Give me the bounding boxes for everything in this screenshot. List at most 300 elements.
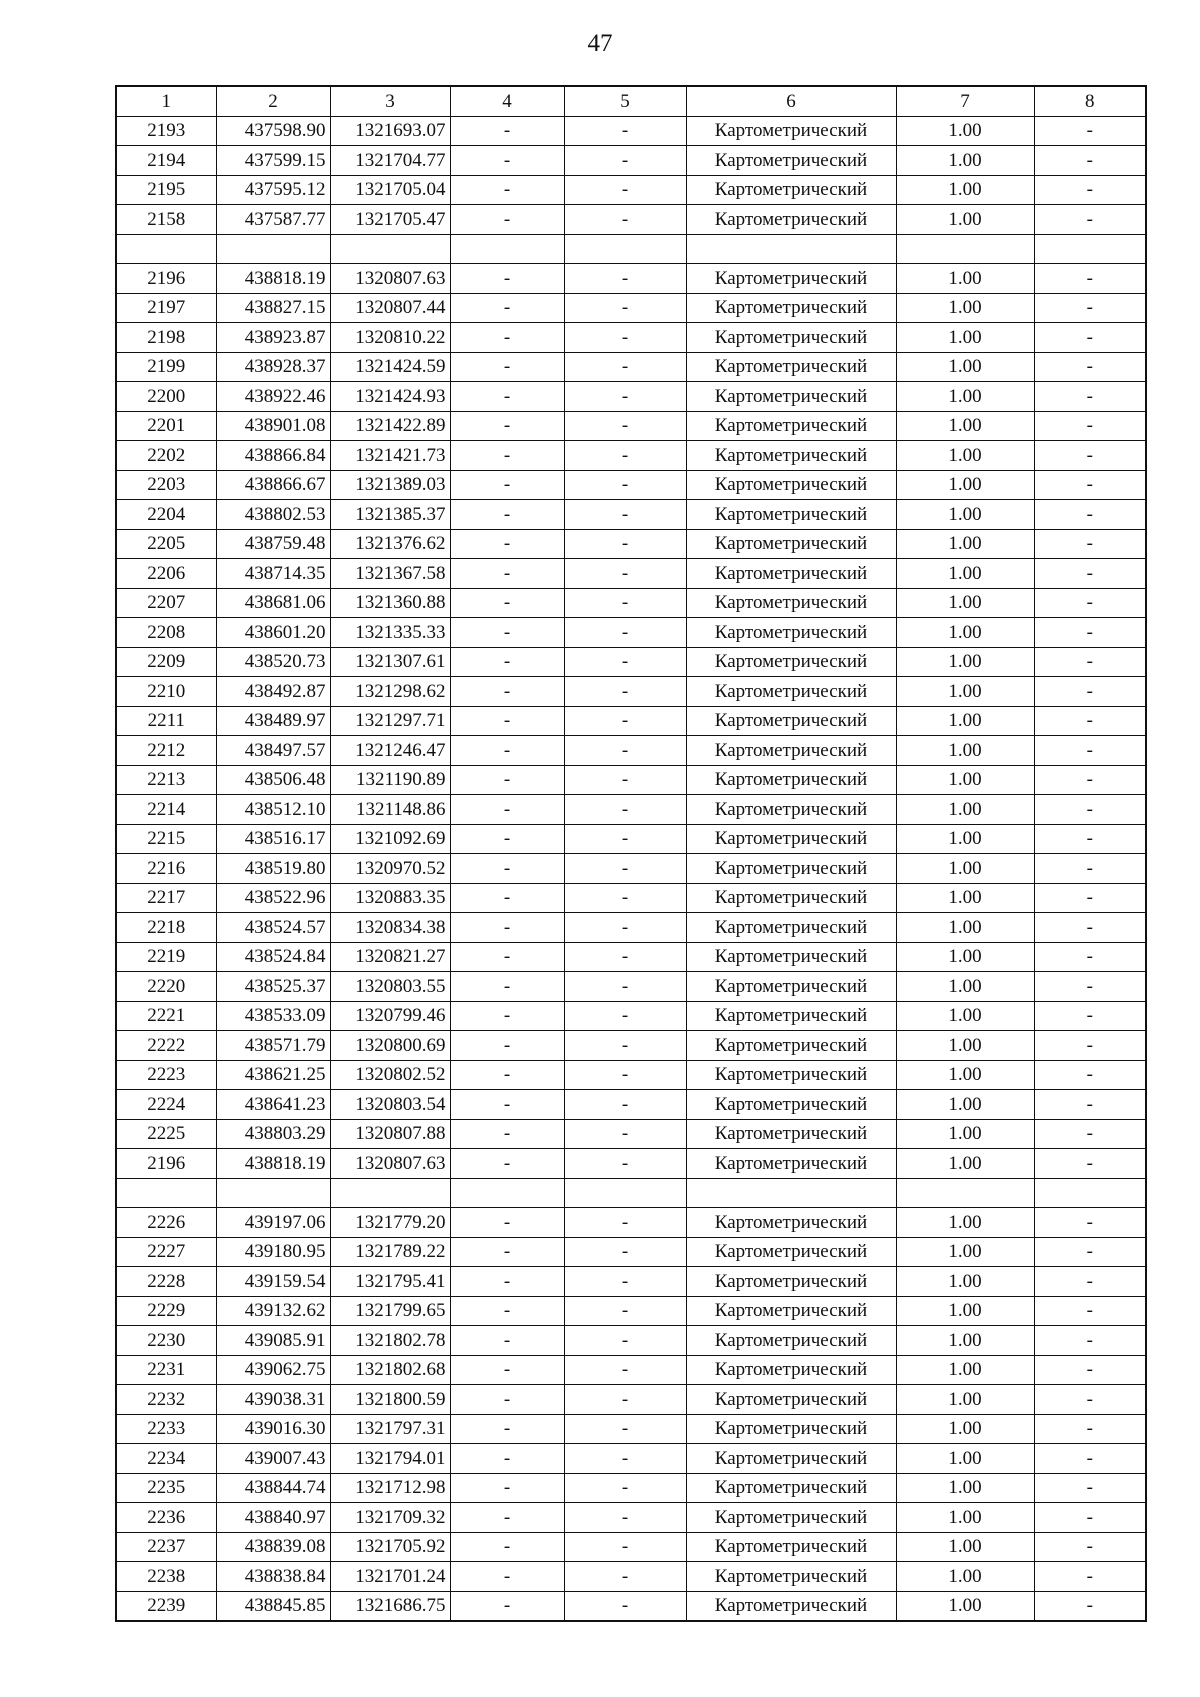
table-row: [116, 411, 1146, 441]
table-cell: -: [450, 647, 564, 677]
table-row: [116, 1090, 1146, 1120]
table-cell: 438533.09: [216, 1001, 330, 1031]
table-cell: -: [1034, 1060, 1146, 1090]
table-cell: 437587.77: [216, 205, 330, 235]
table-cell: 1.00: [896, 588, 1034, 618]
table-cell: 1.00: [896, 1001, 1034, 1031]
table-cell: -: [564, 411, 686, 441]
table-cell: 2216: [116, 854, 216, 884]
table-cell: 437598.90: [216, 116, 330, 146]
table-cell: 1321779.20: [330, 1208, 450, 1238]
table-cell: -: [564, 1591, 686, 1621]
table-cell: Картометрический: [686, 411, 896, 441]
table-row: [116, 470, 1146, 500]
table-cell: -: [1034, 1031, 1146, 1061]
table-body: [116, 116, 1146, 1621]
table-cell: 439180.95: [216, 1237, 330, 1267]
table-row: [116, 972, 1146, 1002]
table-cell: 439038.31: [216, 1385, 330, 1415]
table-cell: 439007.43: [216, 1444, 330, 1474]
table-row: [116, 293, 1146, 323]
table-row: [116, 116, 1146, 146]
table-cell: -: [564, 1532, 686, 1562]
table-row: [116, 1591, 1146, 1621]
table-cell: -: [564, 175, 686, 205]
table-cell: -: [1034, 1562, 1146, 1592]
column-header: 8: [1034, 86, 1146, 116]
table-cell: 1321307.61: [330, 647, 450, 677]
table-cell: 2214: [116, 795, 216, 825]
table-cell: 2209: [116, 647, 216, 677]
table-cell: -: [564, 1355, 686, 1385]
table-cell: 1321246.47: [330, 736, 450, 766]
table-cell: -: [1034, 1119, 1146, 1149]
table-cell: -: [1034, 1385, 1146, 1415]
table-cell: 438844.74: [216, 1473, 330, 1503]
table-cell: -: [450, 942, 564, 972]
table-cell: -: [450, 1562, 564, 1592]
table-cell: 2210: [116, 677, 216, 707]
table-cell: 438827.15: [216, 293, 330, 323]
table-cell: 438497.57: [216, 736, 330, 766]
table-cell: -: [450, 470, 564, 500]
table-cell: 1320834.38: [330, 913, 450, 943]
table-cell: -: [1034, 529, 1146, 559]
table-cell: 1321800.59: [330, 1385, 450, 1415]
table-cell: 438818.19: [216, 264, 330, 294]
table-cell: 1321298.62: [330, 677, 450, 707]
table-row: [116, 1385, 1146, 1415]
table-cell: 1.00: [896, 1444, 1034, 1474]
table-cell: 2215: [116, 824, 216, 854]
table-cell: -: [1034, 500, 1146, 530]
table-cell: [216, 234, 330, 264]
table-cell: -: [450, 1001, 564, 1031]
table-cell: [564, 234, 686, 264]
column-header: 4: [450, 86, 564, 116]
table-cell: 2208: [116, 618, 216, 648]
table-cell: 2199: [116, 352, 216, 382]
table-row: [116, 1060, 1146, 1090]
table-cell: -: [1034, 293, 1146, 323]
table-cell: Картометрический: [686, 382, 896, 412]
table-cell: 438681.06: [216, 588, 330, 618]
table-cell: 438901.08: [216, 411, 330, 441]
table-cell: [450, 1178, 564, 1208]
table-cell: -: [450, 500, 564, 530]
table-cell: 2207: [116, 588, 216, 618]
table-cell: Картометрический: [686, 942, 896, 972]
table-row: [116, 264, 1146, 294]
table-cell: -: [564, 1444, 686, 1474]
table-cell: 2228: [116, 1267, 216, 1297]
table-cell: -: [450, 411, 564, 441]
table-separator-row: [116, 234, 1146, 264]
table-cell: 438922.46: [216, 382, 330, 412]
table-cell: -: [564, 1267, 686, 1297]
table-cell: 1321389.03: [330, 470, 450, 500]
table-cell: -: [1034, 942, 1146, 972]
table-cell: -: [564, 972, 686, 1002]
table-cell: -: [564, 1296, 686, 1326]
table-cell: 438802.53: [216, 500, 330, 530]
table-cell: Картометрический: [686, 795, 896, 825]
coordinates-table: [115, 85, 1147, 1622]
table-cell: -: [450, 618, 564, 648]
table-cell: [330, 1178, 450, 1208]
table-cell: 1.00: [896, 1149, 1034, 1179]
table-cell: Картометрический: [686, 205, 896, 235]
table-cell: -: [564, 1001, 686, 1031]
table-cell: 1.00: [896, 765, 1034, 795]
table-cell: 1320807.44: [330, 293, 450, 323]
table-row: [116, 1326, 1146, 1356]
table-cell: Картометрический: [686, 1503, 896, 1533]
table-cell: -: [1034, 618, 1146, 648]
table-cell: 2237: [116, 1532, 216, 1562]
table-cell: 2230: [116, 1326, 216, 1356]
table-cell: -: [450, 1090, 564, 1120]
table-cell: -: [450, 1355, 564, 1385]
table-cell: -: [450, 1532, 564, 1562]
table-cell: 438714.35: [216, 559, 330, 589]
table-cell: 2221: [116, 1001, 216, 1031]
table-cell: 1.00: [896, 942, 1034, 972]
table-row: [116, 618, 1146, 648]
table-cell: -: [450, 854, 564, 884]
table-cell: [1034, 1178, 1146, 1208]
table-cell: 2211: [116, 706, 216, 736]
table-cell: -: [564, 765, 686, 795]
table-cell: 1.00: [896, 382, 1034, 412]
table-cell: 1.00: [896, 854, 1034, 884]
table-row: [116, 1503, 1146, 1533]
table-cell: 2212: [116, 736, 216, 766]
table-cell: Картометрический: [686, 323, 896, 353]
table-cell: -: [1034, 1503, 1146, 1533]
table-cell: 1.00: [896, 677, 1034, 707]
table-cell: 439197.06: [216, 1208, 330, 1238]
table-cell: -: [564, 618, 686, 648]
table-cell: 1321799.65: [330, 1296, 450, 1326]
table-cell: -: [564, 588, 686, 618]
table-cell: 438524.57: [216, 913, 330, 943]
table-cell: 1321424.93: [330, 382, 450, 412]
table-cell: 439159.54: [216, 1267, 330, 1297]
table-cell: 1321360.88: [330, 588, 450, 618]
table-row: [116, 529, 1146, 559]
table-cell: 1321424.59: [330, 352, 450, 382]
table-cell: 1.00: [896, 500, 1034, 530]
table-cell: 1321802.78: [330, 1326, 450, 1356]
table-cell: 438923.87: [216, 323, 330, 353]
table-cell: 1321335.33: [330, 618, 450, 648]
table-cell: 2219: [116, 942, 216, 972]
table-row: [116, 736, 1146, 766]
table-cell: 2201: [116, 411, 216, 441]
table-cell: -: [450, 883, 564, 913]
table-cell: 437595.12: [216, 175, 330, 205]
table-cell: 1.00: [896, 205, 1034, 235]
table-cell: 1320802.52: [330, 1060, 450, 1090]
table-cell: 1.00: [896, 293, 1034, 323]
table-cell: 1320799.46: [330, 1001, 450, 1031]
table-cell: 2158: [116, 205, 216, 235]
table-cell: -: [564, 352, 686, 382]
table-cell: Картометрический: [686, 618, 896, 648]
table-cell: 1321148.86: [330, 795, 450, 825]
table-cell: 2206: [116, 559, 216, 589]
table-cell: -: [1034, 677, 1146, 707]
table-row: [116, 1355, 1146, 1385]
table-cell: -: [564, 1090, 686, 1120]
table-cell: -: [450, 1237, 564, 1267]
table-row: [116, 1119, 1146, 1149]
table-cell: 437599.15: [216, 146, 330, 176]
table-cell: 1321795.41: [330, 1267, 450, 1297]
table-cell: Картометрический: [686, 1355, 896, 1385]
table-cell: Картометрический: [686, 470, 896, 500]
table-row: [116, 1444, 1146, 1474]
table-cell: -: [450, 765, 564, 795]
table-cell: -: [564, 677, 686, 707]
table-cell: -: [450, 1326, 564, 1356]
table-cell: Картометрический: [686, 559, 896, 589]
table-cell: 438492.87: [216, 677, 330, 707]
table-row: [116, 1562, 1146, 1592]
table-cell: 438489.97: [216, 706, 330, 736]
table-cell: 1320807.63: [330, 1149, 450, 1179]
table-cell: 1321385.37: [330, 500, 450, 530]
table-cell: 2204: [116, 500, 216, 530]
table-cell: -: [450, 529, 564, 559]
table-cell: 2235: [116, 1473, 216, 1503]
table-cell: Картометрический: [686, 146, 896, 176]
table-cell: Картометрический: [686, 352, 896, 382]
table-cell: 1320807.63: [330, 264, 450, 294]
table-row: [116, 1149, 1146, 1179]
table-cell: Картометрический: [686, 824, 896, 854]
table-row: [116, 883, 1146, 913]
table-cell: 1321686.75: [330, 1591, 450, 1621]
table-cell: -: [564, 1149, 686, 1179]
table-cell: 1.00: [896, 1208, 1034, 1238]
table-cell: -: [450, 175, 564, 205]
table-cell: [216, 1178, 330, 1208]
table-cell: 1.00: [896, 883, 1034, 913]
table-cell: 438525.37: [216, 972, 330, 1002]
table-cell: 1.00: [896, 647, 1034, 677]
table-cell: 2225: [116, 1119, 216, 1149]
table-cell: -: [564, 883, 686, 913]
table-cell: 1.00: [896, 1090, 1034, 1120]
table-cell: [450, 234, 564, 264]
table-cell: -: [1034, 205, 1146, 235]
table-cell: 438520.73: [216, 647, 330, 677]
table-cell: 1320821.27: [330, 942, 450, 972]
table-cell: -: [564, 1414, 686, 1444]
table-cell: Картометрический: [686, 588, 896, 618]
table-cell: 438506.48: [216, 765, 330, 795]
table-row: [116, 382, 1146, 412]
table-cell: -: [1034, 264, 1146, 294]
column-header: 7: [896, 86, 1034, 116]
table-cell: 1321705.04: [330, 175, 450, 205]
table-cell: -: [1034, 1444, 1146, 1474]
table-cell: Картометрический: [686, 1473, 896, 1503]
table-cell: -: [1034, 1296, 1146, 1326]
table-cell: Картометрический: [686, 1119, 896, 1149]
table-cell: 1.00: [896, 323, 1034, 353]
table-cell: -: [1034, 647, 1146, 677]
table-cell: 1321704.77: [330, 146, 450, 176]
table-separator-row: [116, 1178, 1146, 1208]
page-number: 47: [587, 30, 613, 57]
table-row: [116, 441, 1146, 471]
table-cell: 2223: [116, 1060, 216, 1090]
table-cell: -: [450, 1208, 564, 1238]
table-cell: 2196: [116, 264, 216, 294]
table-cell: -: [1034, 765, 1146, 795]
table-cell: -: [1034, 382, 1146, 412]
table-cell: -: [564, 942, 686, 972]
table-cell: [686, 234, 896, 264]
column-header: 1: [116, 86, 216, 116]
table-cell: -: [1034, 1208, 1146, 1238]
table-cell: -: [1034, 795, 1146, 825]
table-cell: 1321709.32: [330, 1503, 450, 1533]
table-cell: Картометрический: [686, 736, 896, 766]
table-cell: 438840.97: [216, 1503, 330, 1533]
table-row: [116, 824, 1146, 854]
table-cell: Картометрический: [686, 677, 896, 707]
table-cell: -: [1034, 1149, 1146, 1179]
table-row: [116, 500, 1146, 530]
table-cell: 1.00: [896, 795, 1034, 825]
table-row: [116, 706, 1146, 736]
table-cell: -: [1034, 441, 1146, 471]
table-cell: 2222: [116, 1031, 216, 1061]
table-cell: -: [1034, 1473, 1146, 1503]
table-row: [116, 559, 1146, 589]
table-cell: 1.00: [896, 1414, 1034, 1444]
table-cell: -: [1034, 1326, 1146, 1356]
table-row: [116, 795, 1146, 825]
table-cell: Картометрический: [686, 647, 896, 677]
table-row: [116, 205, 1146, 235]
table-cell: 1321693.07: [330, 116, 450, 146]
table-cell: 1321367.58: [330, 559, 450, 589]
table-cell: Картометрический: [686, 1208, 896, 1238]
table-cell: -: [564, 1562, 686, 1592]
table-cell: Картометрический: [686, 1090, 896, 1120]
table-row: [116, 913, 1146, 943]
table-cell: 438759.48: [216, 529, 330, 559]
table-cell: -: [564, 1060, 686, 1090]
table-cell: 2238: [116, 1562, 216, 1592]
table-cell: 1.00: [896, 972, 1034, 1002]
table-cell: 1321701.24: [330, 1562, 450, 1592]
table-cell: 438838.84: [216, 1562, 330, 1592]
table-cell: -: [450, 972, 564, 1002]
table-cell: 438519.80: [216, 854, 330, 884]
table-cell: 1320810.22: [330, 323, 450, 353]
table-cell: -: [1034, 411, 1146, 441]
table-cell: 1.00: [896, 1385, 1034, 1415]
table-row: [116, 647, 1146, 677]
table-header-row: [116, 86, 1146, 116]
table-cell: Картометрический: [686, 1326, 896, 1356]
table-cell: -: [450, 1267, 564, 1297]
table-row: [116, 1532, 1146, 1562]
table-cell: 2217: [116, 883, 216, 913]
table-cell: -: [1034, 1414, 1146, 1444]
table-cell: -: [450, 559, 564, 589]
table-cell: -: [564, 1326, 686, 1356]
table-cell: -: [1034, 352, 1146, 382]
table-cell: -: [1034, 1532, 1146, 1562]
table-row: [116, 854, 1146, 884]
table-cell: Картометрический: [686, 972, 896, 1002]
table-row: [116, 588, 1146, 618]
table-cell: 1.00: [896, 1296, 1034, 1326]
table-cell: 1321092.69: [330, 824, 450, 854]
table-cell: Картометрический: [686, 1031, 896, 1061]
table-cell: 1320970.52: [330, 854, 450, 884]
table-cell: -: [450, 706, 564, 736]
column-header: 5: [564, 86, 686, 116]
table-cell: 439062.75: [216, 1355, 330, 1385]
table-cell: 2197: [116, 293, 216, 323]
table-cell: 2239: [116, 1591, 216, 1621]
table-cell: -: [450, 1473, 564, 1503]
table-row: [116, 352, 1146, 382]
table-cell: 1.00: [896, 736, 1034, 766]
table-cell: -: [564, 146, 686, 176]
table-cell: -: [450, 441, 564, 471]
table-cell: 2233: [116, 1414, 216, 1444]
table-cell: 438839.08: [216, 1532, 330, 1562]
table-cell: -: [1034, 1267, 1146, 1297]
table-cell: -: [564, 205, 686, 235]
table-cell: 2195: [116, 175, 216, 205]
table-cell: -: [450, 1031, 564, 1061]
table-cell: -: [450, 116, 564, 146]
table-cell: 438866.67: [216, 470, 330, 500]
table-cell: 2226: [116, 1208, 216, 1238]
table-cell: 1320803.55: [330, 972, 450, 1002]
column-header: 6: [686, 86, 896, 116]
table-cell: 2203: [116, 470, 216, 500]
table-cell: 1.00: [896, 1591, 1034, 1621]
table-cell: -: [450, 323, 564, 353]
table-cell: [686, 1178, 896, 1208]
table-row: [116, 1237, 1146, 1267]
table-cell: Картометрический: [686, 854, 896, 884]
table-cell: 1321705.92: [330, 1532, 450, 1562]
table-cell: -: [564, 1119, 686, 1149]
table-cell: -: [1034, 1090, 1146, 1120]
table-cell: 1321190.89: [330, 765, 450, 795]
table-cell: -: [564, 323, 686, 353]
table-cell: 1.00: [896, 1031, 1034, 1061]
column-header: 3: [330, 86, 450, 116]
table-cell: 438512.10: [216, 795, 330, 825]
table-cell: 1321789.22: [330, 1237, 450, 1267]
table-cell: 2202: [116, 441, 216, 471]
table-cell: 1321794.01: [330, 1444, 450, 1474]
table-cell: Картометрический: [686, 913, 896, 943]
